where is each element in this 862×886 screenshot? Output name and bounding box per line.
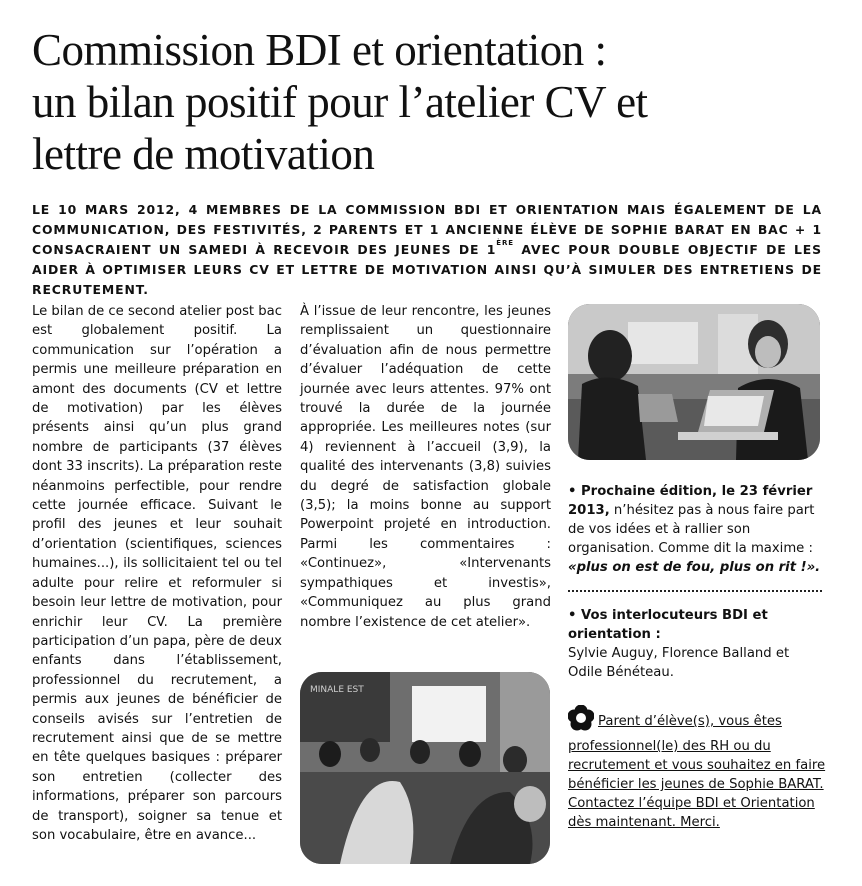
- photo-classroom-meeting: [300, 672, 550, 864]
- contacts-names: Sylvie Auguy, Florence Balland et Odile Bénéteau.: [568, 646, 790, 680]
- maxim-quote: «plus on est de fou, plus on rit !».: [568, 560, 821, 575]
- dotted-divider: [568, 590, 822, 592]
- title-line-3: lettre de motivation: [32, 129, 375, 179]
- article-title: [32, 24, 832, 180]
- lead-text-1: LE 10 MARS 2012, 4 MEMBRES DE LA COMMISSION BDI ET ORIENTATION MAIS ÉGALEMENT DE LA COMMUNICATION, DES FESTIVITÉS, 2 PARENTS ET 1 ANCIENNE ÉLÈVE DE SOPHIE BARAT EN BAC + 1 CONSACRAIENT UN SAMEDI À RECEVOIR DES JEUNES DE 1: [32, 202, 822, 257]
- lead-paragraph: [32, 200, 822, 300]
- photo-laptop-image: [568, 304, 820, 460]
- body-column-2: À l’issue de leur rencontre, les jeunes remplissaient un questionnaire d’évaluation afin de nous permettre d’évaluer l’adéquation de cette journée avec leurs attentes. 97% ont trouvé la durée de la journée appropriée. Les meilleures notes (sur 4) reviennent à l’accueil (3,9), la qualité des intervenants (3,8) suivies du degré de satisfaction globale (3,5); la moins bonne au support Powerpoint projeté en introduction. Parmi les commentaires : «Continuez», «Intervenants sympathiques et investis», «Communiquez au plus grand nombre l’existence de cet atelier».: [300, 304, 551, 630]
- appeal-text: Parent d’élève(s), vous êtes professionnel(le) des RH ou du recrutement et vous souhaitez en faire bénéficier les jeunes de Sophie BARAT. Contactez l’équipe BDI et Orientation dès maintenant. Merci.: [568, 714, 826, 830]
- body-column-1: Le bilan de ce second atelier post bac est globalement positif. La communication sur l’opération a permis une meilleure préparation en amont des documents (CV et lettre de motivation) par les élèves présents ainsi qu’un plus grand nombre de participants (37 élèves dont 33 inscrits). La préparation reste néanmoins perfectible, pour rendre cette journée efficace. Suivant le profil des jeunes et leur souhait d’orientation (scientifiques, sciences humaines...), ils sollicitaient tel ou tel adulte pour relire et reformuler si besoin leur lettre de motivation, pour enrichir leur CV. La première participation d’un papa, père de deux enfants dans l’établissement, professionnel du recrutement, a permis aux jeunes de bénéficier de conseils avisés sur l’entretien de recrutement ainsi que de se mettre en tête quelques basiques : préparer son entretien (collecter des informations, préparer son parcours de transport), soigner sa tenue et son vocabulaire, être en avance...: [32, 304, 283, 843]
- next-edition-note: [568, 482, 826, 577]
- photo-classroom-image: [300, 672, 550, 864]
- next-edition-date: • Prochaine édition, le 23 février 2013,: [568, 484, 813, 518]
- next-edition-text: n’hésitez pas à nous faire part de vos idées et à rallier son organisation. Comme dit la maxime :: [568, 503, 815, 556]
- contacts-heading: • Vos interlocuteurs BDI et orientation :: [568, 608, 768, 642]
- title-line-2: un bilan positif pour l’atelier CV et: [32, 77, 648, 127]
- title-line-1: Commission BDI et orientation :: [32, 25, 607, 75]
- photo-laptop-workshop: [568, 304, 820, 460]
- lead-text-2: AVEC POUR DOUBLE OBJECTIF DE LES AIDER À OPTIMISER LEURS CV ET LETTRE DE MOTIVATION AINSI QU’À SIMULER DES ENTRETIENS DE RECRUTEMENT.: [32, 242, 822, 297]
- lead-superscript: ÈRE: [496, 239, 514, 247]
- contacts-block: [568, 606, 826, 682]
- recruitment-appeal: [568, 705, 826, 832]
- flower-icon: [568, 705, 594, 737]
- board-text: MINALE EST: [310, 685, 364, 695]
